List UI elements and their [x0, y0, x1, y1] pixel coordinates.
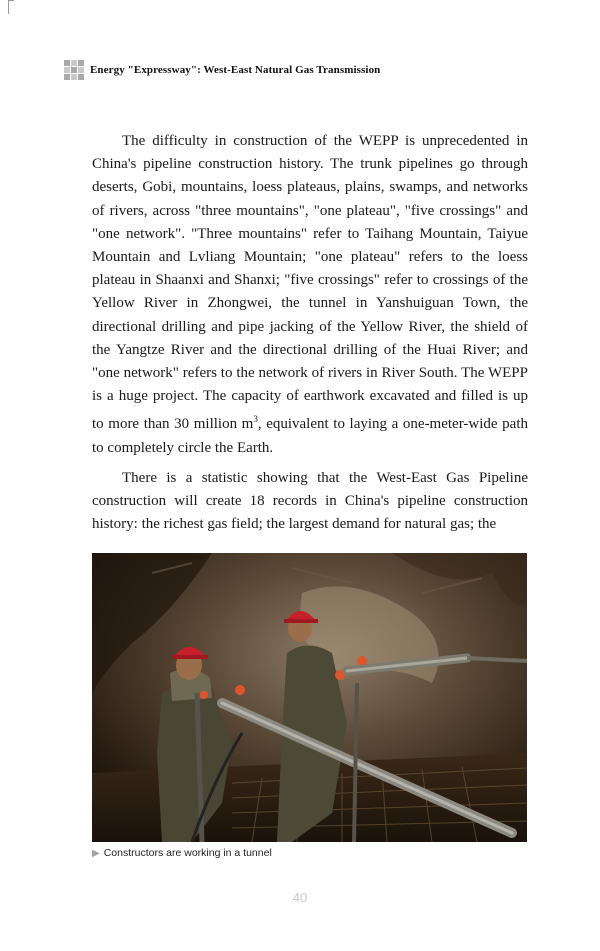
- figure-caption: [92, 847, 272, 859]
- body-text: [92, 130, 528, 536]
- superscript: 3: [253, 414, 258, 425]
- paragraph: [92, 130, 528, 460]
- paragraph-text: , equivalent to laying a one-meter-wide path to completely circle the Earth.: [92, 416, 528, 456]
- tunnel-photo: [92, 553, 527, 842]
- running-header: [64, 58, 380, 82]
- caption-text: Constructors are working in a tunnel: [103, 847, 272, 859]
- grid-squares-icon: [64, 60, 84, 80]
- header-title: Energy "Expressway": West-East Natural Gas Transmission: [90, 64, 381, 76]
- paragraph-text: The difficulty in construction of the WEPP is unprecedented in China's pipeline construction history. The trunk pipelines go through deserts, Gobi, mountains, loess plateaus, plains, swamps, and networks of rivers, across "three mountains", "one plateau", "five crossings" and "one network". "Three mountains" refer to Taihang Mountain, Taiyue Mountain and Lvliang Mountain; "one plateau" refers to the loess plateau in Shaanxi and Shanxi; "five crossings" refer to crossings of the Yellow River in Zhongwei, the tunnel in Yanshuiguan Town, the directional drilling and pipe jacking of the Yellow River, the shield of the Yangtze River and the directional drilling of the Huai River; and "one network" refers to the network of rivers in River South. The WEPP is a huge project. The capacity of earthwork excavated and filled is up to more than 30 million m: [92, 133, 528, 433]
- paragraph: There is a statistic showing that the West-East Gas Pipeline construction will create 18 records in China's pipeline construction history: the richest gas field; the largest demand for natural gas; the: [92, 469, 528, 533]
- page-number: 40: [292, 890, 308, 905]
- triangle-arrow-icon: ▶: [92, 847, 100, 859]
- crop-mark: [8, 0, 9, 14]
- crop-mark: [8, 0, 14, 1]
